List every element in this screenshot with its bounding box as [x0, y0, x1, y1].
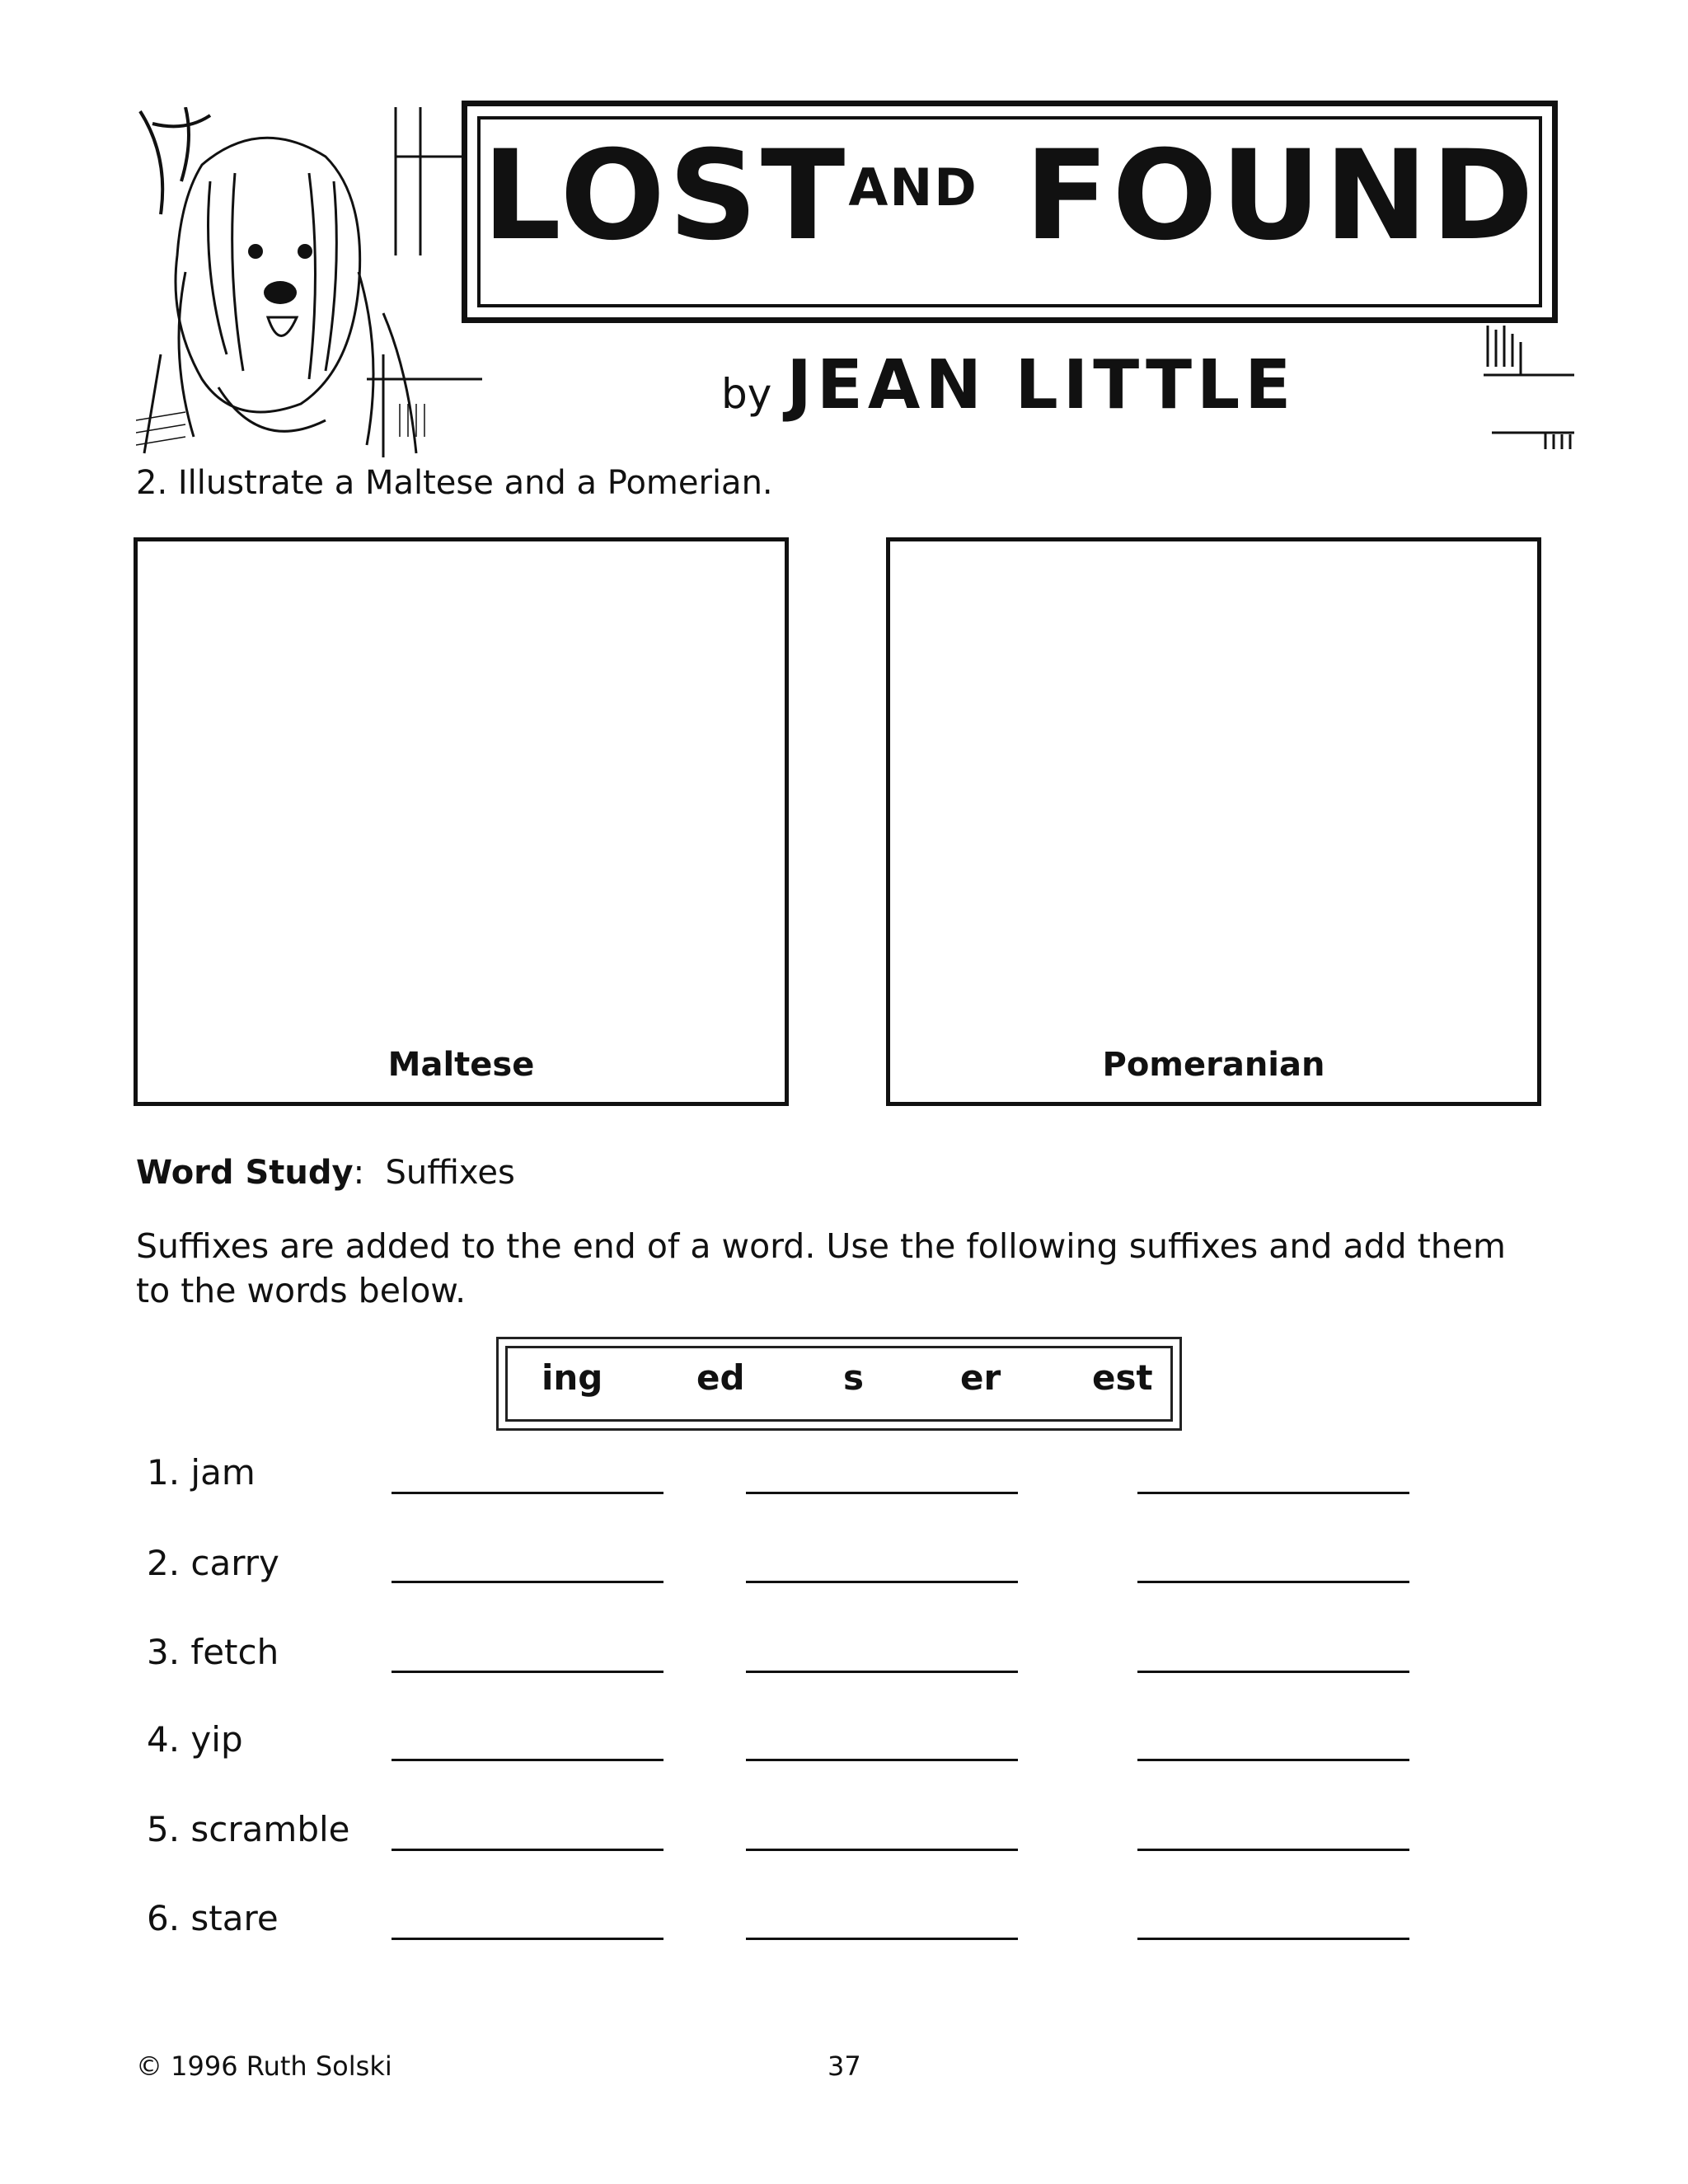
- answer-blank[interactable]: [1137, 1759, 1409, 1761]
- word-fetch: 3. fetch: [147, 1632, 279, 1672]
- word-carry: 2. carry: [147, 1543, 279, 1583]
- page-number: 37: [828, 2050, 861, 2082]
- brick-decoration: [1484, 326, 1591, 457]
- pomeranian-drawing-area[interactable]: [886, 537, 1541, 1106]
- answer-blank[interactable]: [746, 1671, 1018, 1673]
- suffix-instructions: Suffixes are added to the end of a word. Use the following suffixes and add them to the words below.: [136, 1226, 1506, 1310]
- word-yip: 4. yip: [147, 1719, 243, 1760]
- page-title: [467, 124, 1552, 268]
- maltese-drawing-area[interactable]: [134, 537, 789, 1106]
- suffix-box: [496, 1337, 1182, 1431]
- title-found: FOUND: [1024, 124, 1537, 268]
- question-illustrate: 2. Illustrate a Maltese and a Pomerian.: [136, 464, 773, 502]
- answer-blank[interactable]: [392, 1671, 663, 1673]
- word-study-title: Word Study: [136, 1154, 354, 1192]
- answer-blank[interactable]: [1137, 1849, 1409, 1851]
- title-lost: LOST: [482, 124, 849, 268]
- answer-blank[interactable]: [746, 1492, 1018, 1494]
- answer-blank[interactable]: [1137, 1581, 1409, 1583]
- byline-prefix: by: [721, 370, 772, 418]
- byline: [721, 346, 1296, 424]
- dog-illustration: [136, 107, 482, 457]
- footer-copyright: © 1996 Ruth Solski: [136, 2050, 392, 2082]
- word-stare: 6. stare: [147, 1898, 279, 1938]
- answer-blank[interactable]: [392, 1759, 663, 1761]
- answer-blank[interactable]: [392, 1849, 663, 1851]
- title-and: AND: [848, 157, 978, 218]
- suffix-item: er: [960, 1357, 1001, 1398]
- answer-blank[interactable]: [746, 1759, 1018, 1761]
- answer-blank[interactable]: [1137, 1938, 1409, 1940]
- suffix-item: est: [1092, 1357, 1153, 1398]
- word-study-topic: Suffixes: [385, 1154, 515, 1192]
- answer-blank[interactable]: [392, 1581, 663, 1583]
- answer-blank[interactable]: [746, 1581, 1018, 1583]
- pomeranian-label: Pomeranian: [1102, 1046, 1325, 1084]
- suffix-item: ing: [542, 1357, 603, 1398]
- answer-blank[interactable]: [392, 1938, 663, 1940]
- maltese-label: Maltese: [387, 1046, 535, 1084]
- suffix-box-inner-border: [505, 1346, 1173, 1422]
- title-box: [462, 101, 1558, 323]
- word-study-heading: [136, 1154, 515, 1192]
- word-study-separator: :: [353, 1154, 365, 1192]
- suffix-item: s: [843, 1357, 864, 1398]
- answer-blank[interactable]: [1137, 1492, 1409, 1494]
- answer-blank[interactable]: [746, 1849, 1018, 1851]
- author-name: JEAN LITTLE: [786, 346, 1296, 424]
- answer-blank[interactable]: [392, 1492, 663, 1494]
- answer-blank[interactable]: [746, 1938, 1018, 1940]
- word-scramble: 5. scramble: [147, 1809, 350, 1849]
- suffix-item: ed: [696, 1357, 745, 1398]
- answer-blank[interactable]: [1137, 1671, 1409, 1673]
- word-jam: 1. jam: [147, 1452, 256, 1493]
